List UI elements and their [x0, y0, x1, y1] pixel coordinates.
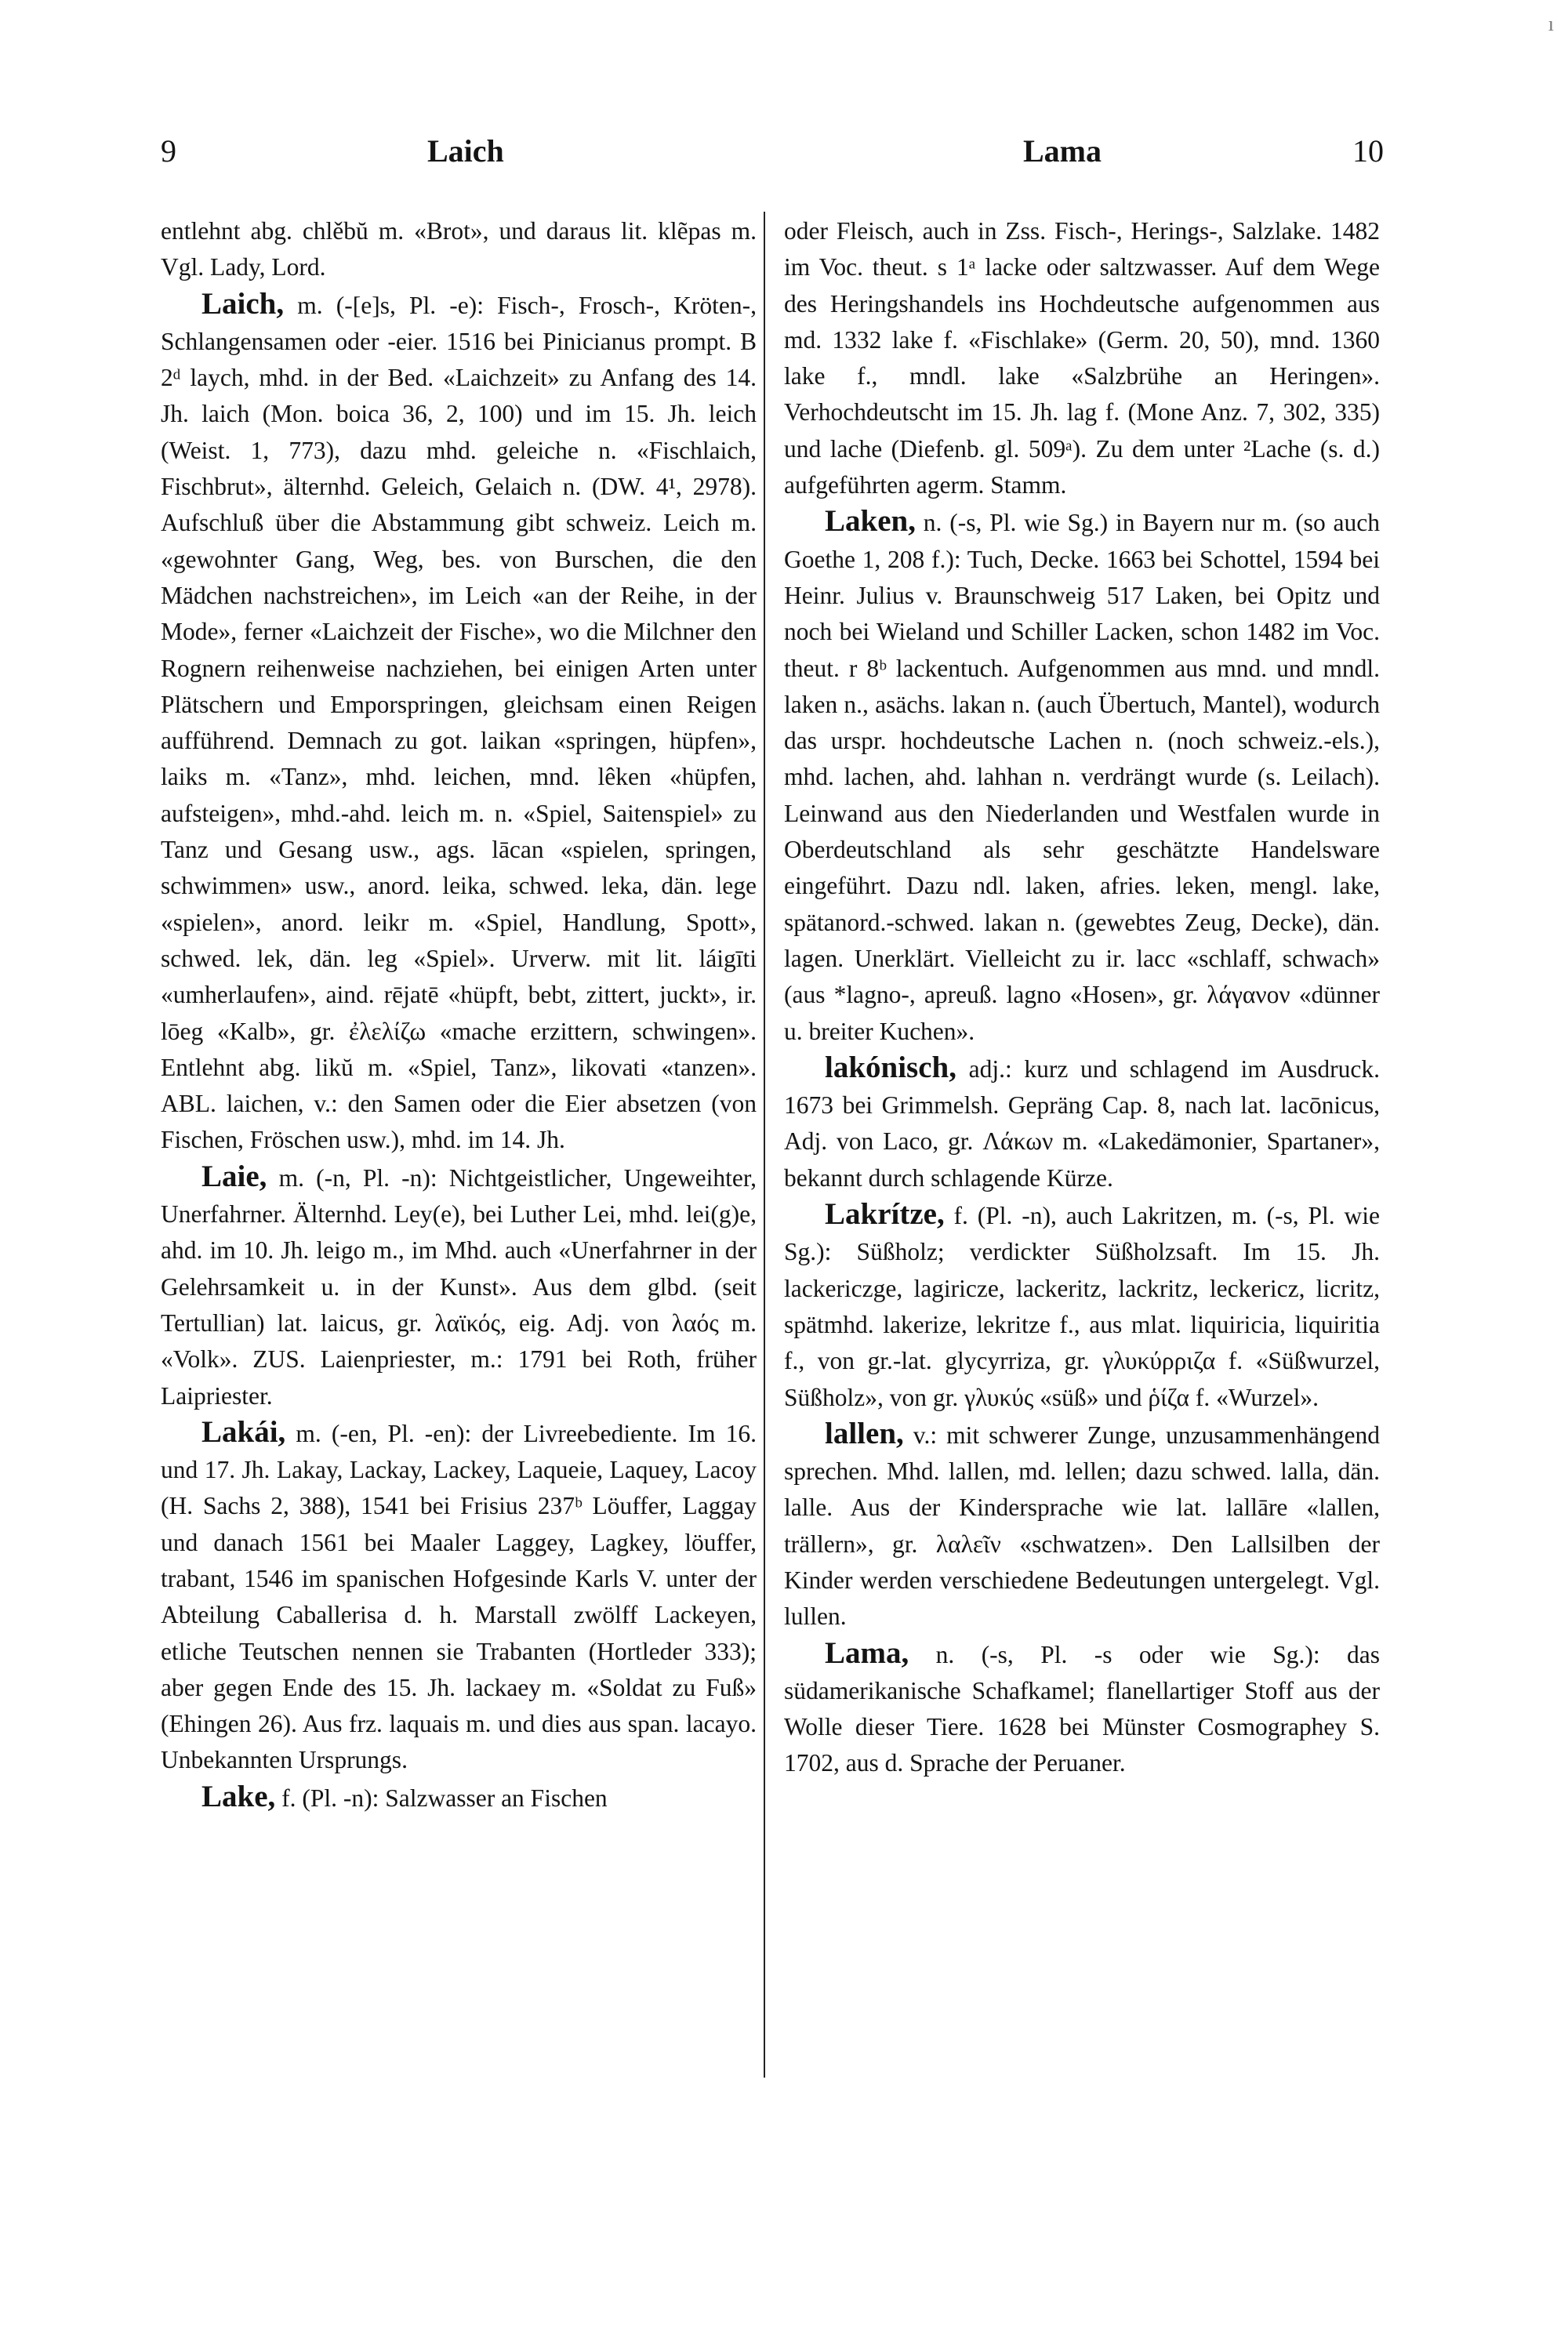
entry-lakai: [161, 1414, 757, 1779]
entry-headword: Laie,: [201, 1159, 267, 1193]
column-divider: [764, 212, 765, 2078]
corner-mark: ı: [1548, 13, 1554, 35]
entry-headword: Laken,: [825, 504, 916, 539]
page-number-right: 10: [1352, 133, 1384, 169]
entry-text: oder Fleisch, auch in Zss. Fisch-, Herings-, Salzlake. 1482 im Voc. theut. s 1ᵃ lacke oder saltzwasser. Auf dem Wege des Heringshandels ins Hochdeutsche aufgenommen aus md. 1332 lake f. «Fischlake» (Germ. 20, 50), mnd. 1360 lake f., mndl. lake «Salzbrühe an Heringen». Verhochdeutscht im 15. Jh. lag f. (Mone Anz. 7, 302, 335) und lache (Diefenb. gl. 509ᵃ). Zu dem unter ²Lache (s. d.) aufgeführten agerm. Stamm.: [784, 217, 1380, 499]
entry-laich: [161, 286, 757, 1159]
entry-headword: Lakrítze,: [825, 1197, 945, 1232]
entry-text: f. (Pl. -n), auch Lakritzen, m. (-s, Pl. wie Sg.): Süßholz; verdickter Süßholzsaft. Im 15. Jh. lackericzge, lagiricze, lackeritz, lackritz, leckericz, licritz, spätmhd. lakerize, lekritze f., aus mlat. liquiricia, liquiritia f., von gr.-lat. glycyrriza, gr. γλυκύρριζα f. «Süßwurzel, Süßholz», von gr. γλυκύς «süß» und ῥίζα f. «Wurzel».: [784, 1202, 1380, 1411]
entry-headword: Lake,: [201, 1779, 276, 1813]
entry-text: v.: mit schwerer Zunge, unzusammenhängend sprechen. Mhd. lallen, md. lellen; dazu schwed. lalla, dän. lalle. Aus der Kindersprache wie lat. lallāre «lallen, trällern», gr. λαλεῖν «schwatzen». Den Lallsilben der Kinder werden verschiedene Bedeutungen untergelegt. Vgl. lullen.: [784, 1421, 1380, 1631]
left-column: [161, 213, 757, 1817]
entry-text: n. (-s, Pl. wie Sg.) in Bayern nur m. (so auch Goethe 1, 208 f.): Tuch, Decke. 1663 bei Schottel, 1594 bei Heinr. Julius v. Braunschweig 517 Laken, bei Opitz und noch bei Wieland und Schiller Lacken, schon 1482 im Voc. theut. r 8ᵇ lackentuch. Aufgenommen aus mnd. und mndl. laken n., asächs. lakan n. (auch Übertuch, Mantel), wodurch das urspr. hochdeutsche Lachen n. (noch schweiz.-els.), mhd. lachen, ahd. lahhan n. verdrängt wurde (s. Leilach). Leinwand aus den Niederlanden und Westfalen wurde in Oberdeutschland als sehr geschätzte Handelsware eingeführt. Dazu ndl. laken, afries. leken, mengl. lake, spätanord.-schwed. lakan n. (gewebtes Zeug, Decke), dän. lagen. Unerklärt. Vielleicht zu ir. lacc «schlaff, schwach» (aus *lagno-, apreuß. lagno «Hosen», gr. λάγανον «dünner u. breiter Kuchen».: [784, 509, 1380, 1045]
entry-headword: lallen,: [825, 1416, 904, 1450]
entry-headword: Laich,: [201, 286, 285, 321]
entry-laie: [161, 1159, 757, 1414]
entry-headword: Lama,: [825, 1635, 909, 1670]
page-number-left: 9: [161, 133, 176, 169]
entry-text: adj.: kurz und schlagend im Ausdruck. 1673 bei Grimmelsh. Gepräng Cap. 8, nach lat. lacōnicus, Adj. von Laco, gr. Λάκων m. «Lakedämonier, Spartaner», bekannt durch schlagende Kürze.: [784, 1054, 1380, 1192]
entry-text: entlehnt abg. chlěbŭ m. «Brot», und daraus lit. klẽpas m. Vgl. Lady, Lord.: [161, 217, 757, 281]
right-column: [784, 213, 1380, 1782]
entry-continuation: [784, 213, 1380, 503]
entry-laken: [784, 503, 1380, 1049]
header-headword-left: Laich: [427, 133, 504, 169]
entry-text: m. (-[e]s, Pl. -e): Fisch-, Frosch-, Kröten-, Schlangensamen oder -eier. 1516 bei Pinicianus prompt. B 2ᵈ laych, mhd. in der Bed. «Laichzeit» zu Anfang des 14. Jh. laich (Mon. boica 36, 2, 100) und im 15. Jh. leich (Weist. 1, 773), dazu mhd. geleiche n. «Fischlaich, Fischbrut», älternhd. Geleich, Gelaich n. (DW. 4¹, 2978). Aufschluß über die Abstammung gibt schweiz. Leich m. «gewohnter Gang, Weg, bes. von Burschen, die den Mädchen nachstreichen», im Leich «an der Reihe, in der Mode», ferner «Laichzeit der Fische», wo die Milchner den Rognern reihenweise nachziehen, bei einigen Arten unter Plätschern und Emporspringen, gleichsam einen Reigen aufführend. Demnach zu got. laikan «springen, hüpfen», laiks m. «Tanz», mhd. leichen, mnd. lêken «hüpfen, aufsteigen», mhd.-ahd. leich m. n. «Spiel, Saitenspiel» zu Tanz und Gesang usw., ags. lācan «spielen, springen, schwimmen» usw., anord. leika, schwed. leka, dän. lege «spielen», anord. leikr m. «Spiel, Handlung, Spott», schwed. lek, dän. leg «Spiel». Urverw. mit lit. láigīti «umherlaufen», aind. rējatē «hüpft, bebt, zittert, juckt», ir. lōeg «Kalb», gr. ἐλελίζω «mache erzittern, schwingen». Entlehnt abg. likŭ m. «Spiel, Tanz», likovati «tanzen». ABL. laichen, v.: den Samen oder die Eier absetzen (von Fischen, Fröschen usw.), mhd. im 14. Jh.: [161, 291, 757, 1154]
header-headword-right: Lama: [1023, 133, 1102, 169]
entry-text: m. (-n, Pl. -n): Nichtgeistlicher, Ungeweihter, Unerfahrner. Älternhd. Ley(e), bei Luther Lei, mhd. lei(g)e, ahd. im 10. Jh. leigo m., im Mhd. auch «Unerfahrner in der Gelehrsamkeit u. in der Kunst». Aus dem glbd. (seit Tertullian) lat. laicus, gr. λαϊκός, eig. Adj. von λαός m. «Volk». ZUS. Laienpriester, m.: 1791 bei Roth, früher Laipriester.: [161, 1163, 757, 1410]
entry-text: f. (Pl. -n): Salzwasser an Fischen: [275, 1784, 608, 1812]
entry-lakonisch: [784, 1050, 1380, 1196]
entry-text: n. (-s, Pl. -s oder wie Sg.): das südamerikanische Schafkamel; flanellartiger Stoff aus der Wolle dieser Tiere. 1628 bei Münster Cosmographey S. 1702, aus d. Sprache der Peruaner.: [784, 1640, 1380, 1777]
entry-continuation: [161, 213, 757, 286]
running-header: [161, 132, 1384, 179]
entry-text: m. (-en, Pl. -en): der Livreebediente. Im 16. und 17. Jh. Lakay, Lackay, Lackey, Laqueie, Laquey, Lacoy (H. Sachs 2, 388), 1541 bei Frisius 237ᵇ Löuffer, Laggay und danach 1561 bei Maaler Laggey, Lagkey, löuffer, trabant, 1546 im spanischen Hofgesinde Karls V. unter der Abteilung Caballerisa d. h. Marstall zwölff Lackeyen, etliche Teutschen nennen sie Trabanten (Hortleder 333); aber gegen Ende des 15. Jh. lackaey m. «Soldat zu Fuß» (Ehingen 26). Aus frz. laquais m. und dies aus span. lacayo. Unbekannten Ursprungs.: [161, 1419, 757, 1774]
entry-lallen: [784, 1416, 1380, 1635]
entry-lakritze: [784, 1196, 1380, 1416]
entry-lama: [784, 1635, 1380, 1782]
entry-headword: lakónisch,: [825, 1050, 956, 1084]
entry-lake: [161, 1779, 757, 1817]
entry-headword: Lakái,: [201, 1414, 286, 1449]
